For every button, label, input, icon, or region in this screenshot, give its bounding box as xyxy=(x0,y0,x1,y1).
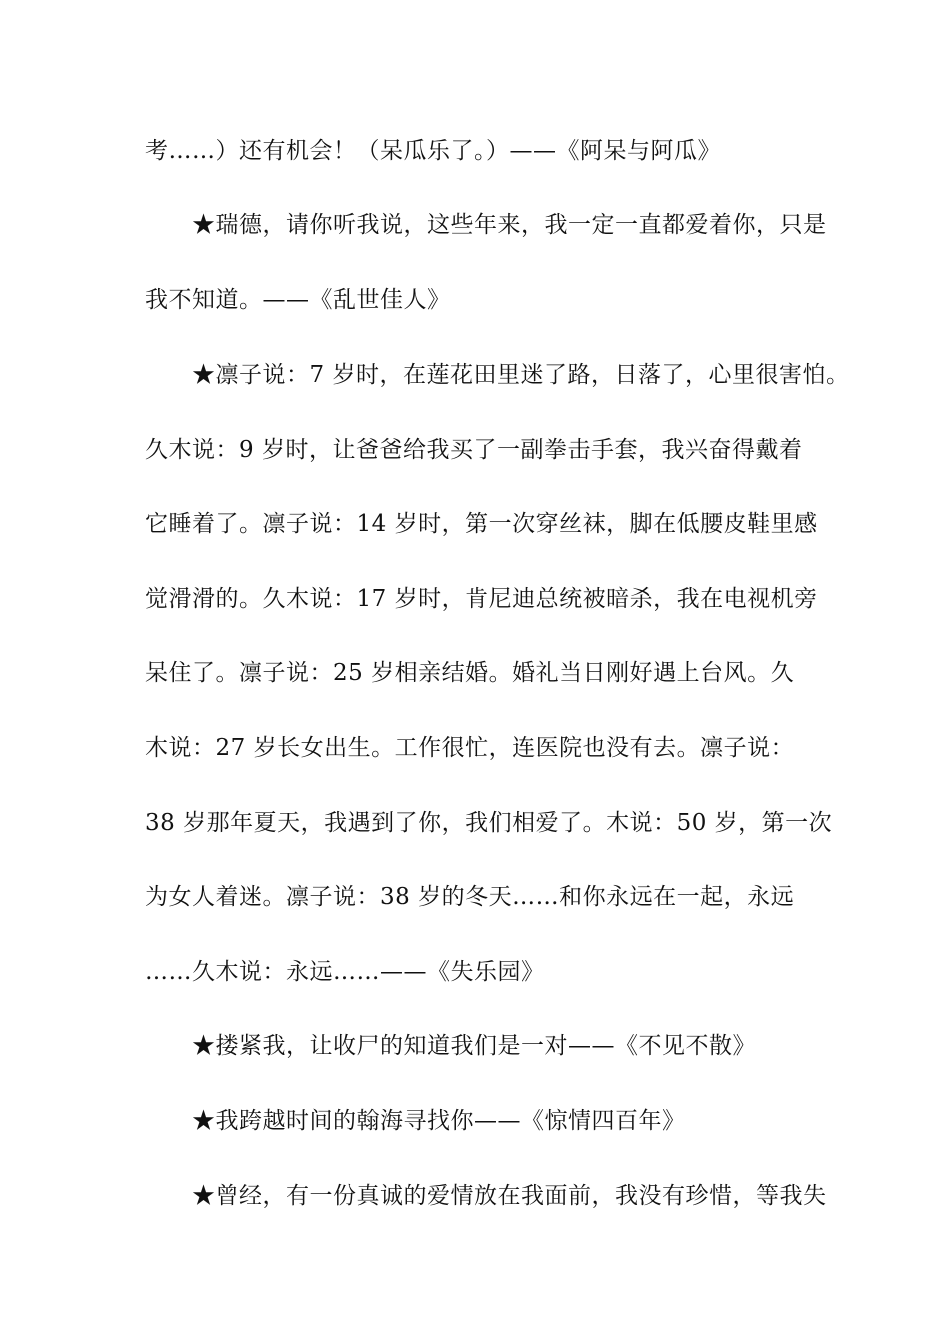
text-line: 38 岁那年夏天，我遇到了你，我们相爱了。木说：50 岁，第一次 xyxy=(145,810,833,836)
text-line: ★搂紧我，让收尸的知道我们是一对——《不见不散》 xyxy=(192,1033,756,1059)
text-line: 木说：27 岁长女出生。工作很忙，连医院也没有去。凛子说： xyxy=(145,735,795,761)
text-line: 考……）还有机会！（呆瓜乐了。）——《阿呆与阿瓜》 xyxy=(145,138,721,164)
text-line: ★曾经，有一份真诚的爱情放在我面前，我没有珍惜，等我失 xyxy=(192,1183,827,1209)
text-line: 呆住了。凛子说：25 岁相亲结婚。婚礼当日刚好遇上台风。久 xyxy=(145,660,795,686)
text-line: 久木说：9 岁时，让爸爸给我买了一副拳击手套，我兴奋得戴着 xyxy=(145,437,803,463)
text-line: 我不知道。——《乱世佳人》 xyxy=(145,287,451,313)
text-line: ★凛子说：7 岁时，在莲花田里迷了路，日落了，心里很害怕。 xyxy=(192,362,850,388)
text-line: ★我跨越时间的翰海寻找你——《惊情四百年》 xyxy=(192,1108,686,1134)
text-line: ……久木说：永远……——《失乐园》 xyxy=(145,959,545,985)
text-line: 觉滑滑的。久木说：17 岁时，肯尼迪总统被暗杀，我在电视机旁 xyxy=(145,586,818,612)
text-line: ★瑞德，请你听我说，这些年来，我一定一直都爱着你，只是 xyxy=(192,212,827,238)
text-line: 为女人着迷。凛子说：38 岁的冬天……和你永远在一起，永远 xyxy=(145,884,795,910)
text-line: 它睡着了。凛子说：14 岁时，第一次穿丝袜，脚在低腰皮鞋里感 xyxy=(145,511,818,537)
